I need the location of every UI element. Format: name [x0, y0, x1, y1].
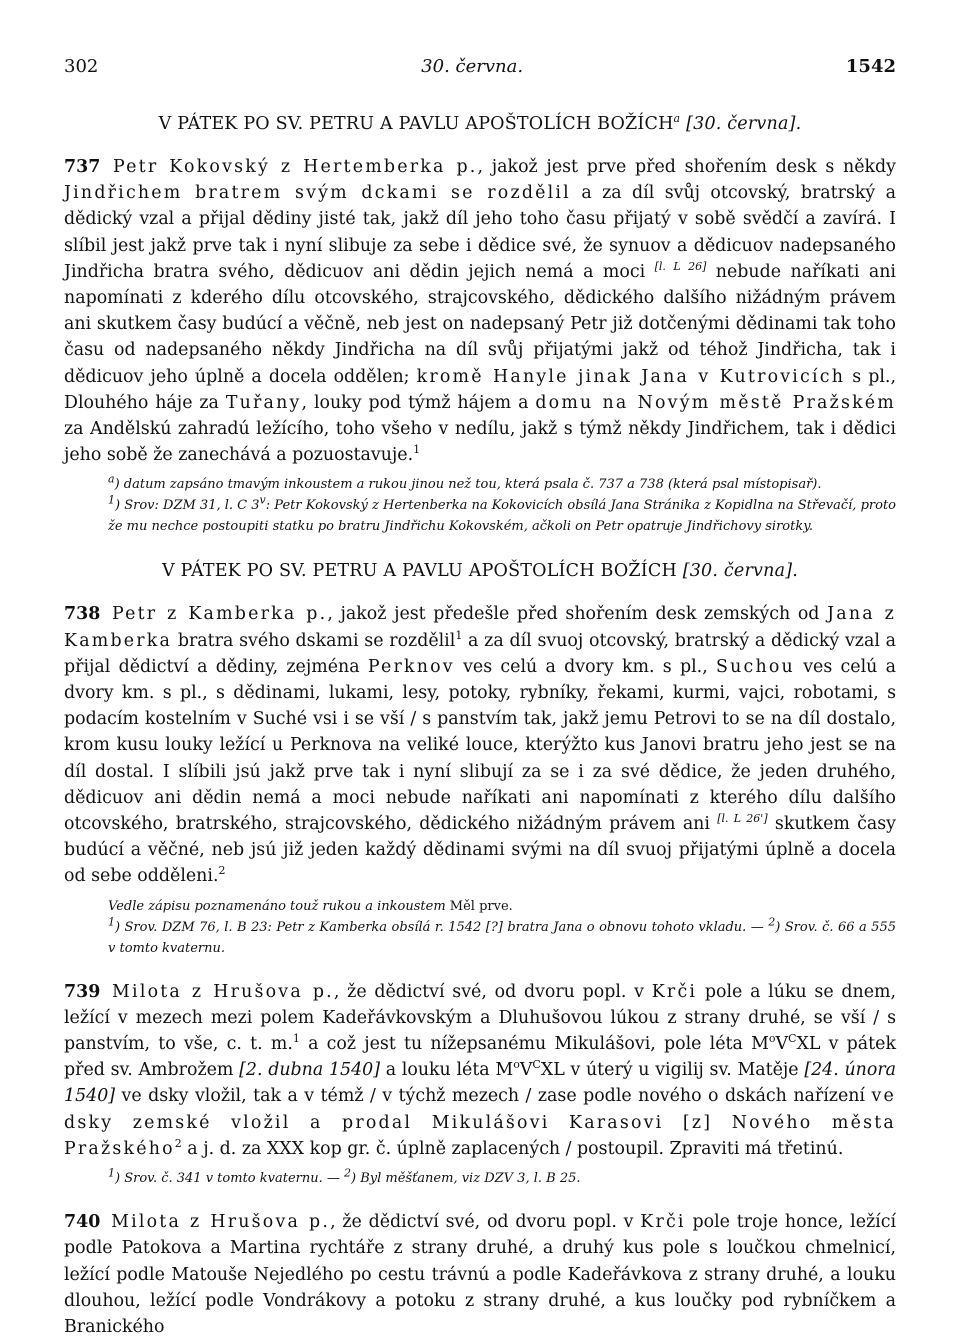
entry-number: 739: [64, 981, 101, 1002]
footnote: $^a$) datum zapsáno tmavým inkoustem a rukou jinou než tou, která psala č. 737 a 738 (která psal místopisař).: [108, 473, 822, 493]
folio-reference: [l. L 26]: [654, 260, 707, 274]
entry-740: 740 Milota z Hrušova p., že dědictví své, od dvoru popl. v Krči pole troje honce, ležící podle Patokova a Martina rychtáře z strany druhé, a druhý kus pole s loučkou chmelnicí, ležící podle Matouše Nejedlého po cestu trávnú a podle Kadeřávkova z strany druhé, a louku dlouhou, ležící podle Vondrákovy a potoku z strany druhé, a kus loučky pod rybníčkem a Branického: [64, 1212, 897, 1337]
entry-name: Petr Kokovský z Hertemberka p.: [113, 157, 478, 177]
section-heading: V PÁTEK PO SV. PETRU A PAVLU APOŠTOLÍCH BOŽÍCH [30. června].: [161, 561, 799, 582]
section-heading: V PÁTEK PO SV. PETRU A PAVLU APOŠTOLÍCH BOŽÍCH$^a$ [30. června].: [158, 112, 802, 134]
entry-name: Petr z Kamberka p.: [111, 604, 328, 625]
entry-number: 737: [64, 157, 101, 177]
running-head: [64, 56, 896, 90]
folio-reference: [l. L 26']: [717, 812, 768, 826]
footnote: $^1$) Srov: DZM 31, l. C 3$^v$: Petr Kokovský z Hertenberka na Kokovicích obsílá Jana Stránika z Kopidlna na Střevačí, proto že mu nechce postoupiti statku po bratru Jindřichu Kokovském, ačkoli on Petr opatruje Jindřichovy sirotky.: [108, 494, 896, 535]
entry-number: 740: [64, 1212, 101, 1233]
entry-name: Milota z Hrušova p.: [112, 981, 334, 1002]
page-number: 302: [64, 56, 99, 77]
entry-739: 739 Milota z Hrušova p., že dědictví své, od dvoru popl. v Krči pole a lúku se dnem, ležící v mezech mezi polem Kadeřávkovským a Dluhušovou lúkou z strany druhé, se vší / s panstvím, to vše, c. t. m.$^1$ a což jest tu nížepsanému Mikulášovi, pole léta $M^oV^CXL$ v pátek před sv. Ambrožem [2. dubna 1540] a louku léta $M^oV^CXL$ v úterý u vigilij sv. Matěje [24. února 1540] ve dsky vložil, tak a v témž / v týchž mezech / zase podle nového o dskách nařízení ve dsky zemské vložil a prodal Mikulášovi Karasovi [z] Nového města Pražského$^2$ a j. d. za XXX kop gr. č. úplně zaplacených / postoupil. Zpraviti má třetinú.: [64, 981, 897, 1159]
entry-738: 738 Petr z Kamberka p., jakož jest předešle před shořením desk zemských od Jana z Kamberka bratra svého dskami se rozdělil$^1$ a za díl svuoj otcovský, bratrský a dědický vzal a přijal dědictví a dědiny, zejména Perknov ves celú a dvory km. s pl., Suchou ves celú a dvory km. s pl., s dědinami, lukami, lesy, potoky, rybníky, řekami, kurmi, vajci, robotami, s podacím kostelním v Suché vsi i se vší / s panstvím tak, jakž jemu Petrovi to se na díl dostalo, krom kusu louky ležící u Perknova na veliké louce, kterýžto kus Janovi bratru jeho jest se na díl dostal. I slíbili jsú jakž prve tak i nyní slibují za se i za své dědice, že jeden druhého, dědicuov ani dědin nemá a moci nebude naříkati ani napomínati z kterého dílu dalšího otcovského, bratrského, strajcovského, dědického nižádným právem ani [l. L 26'] skutkem časy budúcí a věčné, neb jsú již jeden každý dědinami svými na díl svuoj přijatými úplně a docela od sebe odděleni.$^2$: [64, 604, 897, 887]
footnotes: [64, 474, 896, 537]
footnotes: [64, 896, 896, 959]
running-date: 30. června.: [421, 56, 524, 77]
entry-737: 737 Petr Kokovský z Hertemberka p., jakož jest prve před shořením desk s někdy Jindřichem bratrem svým dckami se rozdělil a za díl svůj otcovský, bratrský a dědický vzal a přijal dědiny jisté tak, jakž díl jeho toho času přijatý v sobě svědčí a zavírá. I slíbil jest jakž prve tak i nyní slibuje za sebe i dědice své, že synuov a dědicuov nadepsaného Jindřicha bratra svého, dědicuov ani dědin jejich nemá a moci [l. L 26] nebude naříkati ani napomínati z kderého dílu otcovského, strajcovského, dědického dalšího nižádným právem ani skutkem časy budúcí a věčně, neb jest on nadepsaný Petr již dotčenými dědinami tak toho času od nadepsaného někdy Jindřicha na díl svůj přijatými jakž od téhož Jindřicha, tak i dědicuov jeho úplně a docela oddělen; kromě Hanyle jinak Jana v Kutrovicích s pl., Dlouhého háje za Tuřany, louky pod týmž hájem a domu na Novým městě Pražském za Andělskú zahradú ležícího, toho všeho v nedílu, jakž s týmž někdy Jindřichem, tak i dědici jeho sobě že zanechává a pozuostavuje.$^1$: [64, 157, 896, 466]
footnote: $^1$) Srov. č. 341 v tomto kvaternu. — $^2$) Byl měšťanem, viz DZV 3, l. B 25.: [108, 1166, 581, 1187]
marginal-note: Vedle zápisu poznamenáno touž rukou a inkoustem Měl prve.: [108, 898, 513, 914]
running-year: 1542: [845, 56, 896, 77]
entry-name: Milota z Hrušova p.: [111, 1212, 331, 1233]
footnotes: [64, 1168, 896, 1189]
document-page: [64, 56, 896, 1340]
entry-number: 738: [64, 604, 101, 625]
footnote: $^1$) Srov. DZM 76, l. B 23: Petr z Kamberka obsílá r. 1542 [?] bratra Jana o obnovu tohoto vkladu. — $^2$) Srov. č. 66 a 555 v tomto kvaternu.: [108, 915, 896, 956]
